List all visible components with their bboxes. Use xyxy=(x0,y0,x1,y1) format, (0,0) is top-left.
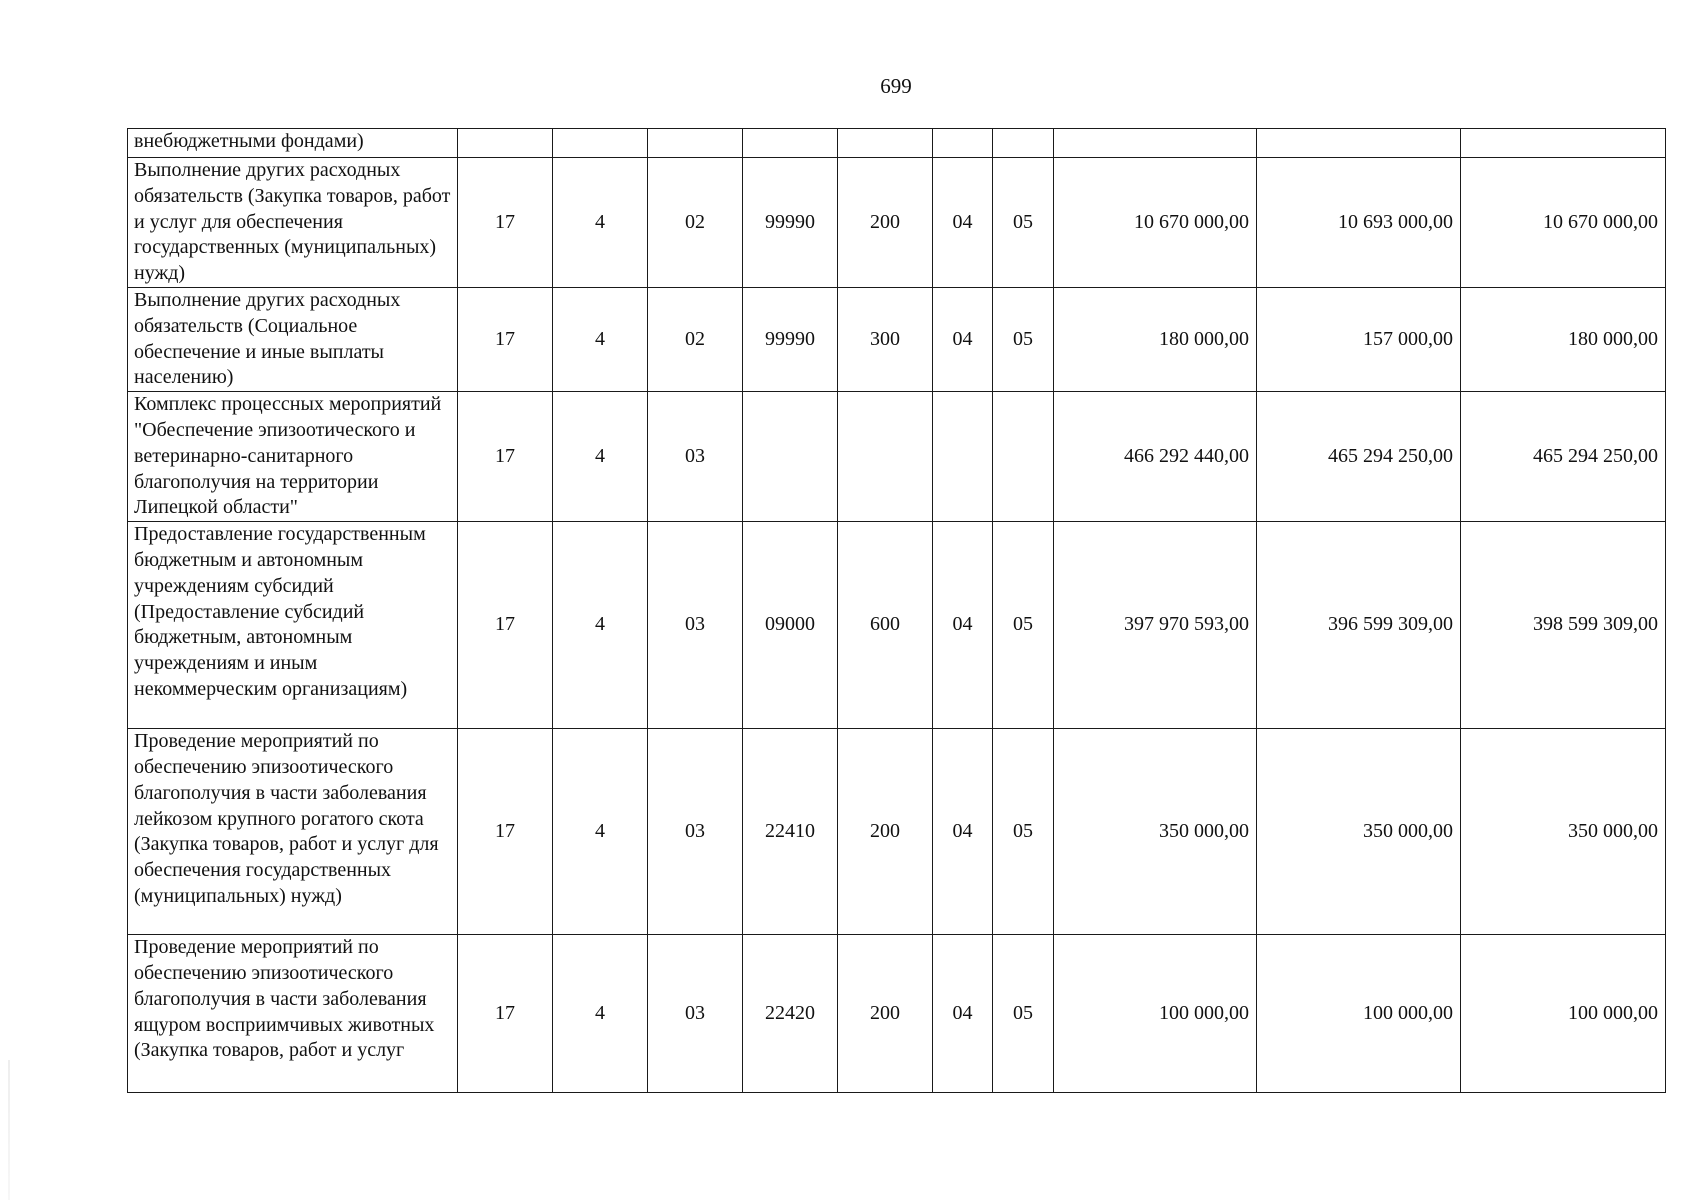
code-cell: 200 xyxy=(838,729,933,935)
code-cell: 99990 xyxy=(743,287,838,391)
code-cell: 4 xyxy=(553,935,648,1093)
amount-cell: 350 000,00 xyxy=(1054,729,1257,935)
code-cell: 17 xyxy=(458,158,553,288)
row-description: Проведение мероприятий по обеспечению эпизоотического благополучия в части заболевания ящуром восприимчивых животных (Закупка товаров, работ и услуг xyxy=(128,935,458,1093)
amount-cell: 350 000,00 xyxy=(1461,729,1666,935)
amount-cell xyxy=(1257,129,1461,158)
code-cell: 4 xyxy=(553,729,648,935)
amount-cell: 100 000,00 xyxy=(1257,935,1461,1093)
code-cell: 99990 xyxy=(743,158,838,288)
code-cell: 17 xyxy=(458,287,553,391)
amount-cell: 398 599 309,00 xyxy=(1461,522,1666,729)
code-cell: 17 xyxy=(458,392,553,522)
code-cell: 17 xyxy=(458,729,553,935)
code-cell: 09000 xyxy=(743,522,838,729)
code-cell: 4 xyxy=(553,392,648,522)
amount-cell: 100 000,00 xyxy=(1461,935,1666,1093)
amount-cell: 180 000,00 xyxy=(1461,287,1666,391)
row-description: Выполнение других расходных обязательств (Закупка товаров, работ и услуг для обеспечения государственных (муниципальных) нужд) xyxy=(128,158,458,288)
code-cell: 05 xyxy=(993,729,1054,935)
code-cell xyxy=(743,392,838,522)
code-cell xyxy=(993,129,1054,158)
amount-cell: 100 000,00 xyxy=(1054,935,1257,1093)
code-cell: 04 xyxy=(933,287,993,391)
code-cell xyxy=(743,129,838,158)
code-cell: 03 xyxy=(648,935,743,1093)
row-description: Комплекс процессных мероприятий "Обеспечение эпизоотического и ветеринарно-санитарного благополучия на территории Липецкой области" xyxy=(128,392,458,522)
row-description: Выполнение других расходных обязательств (Социальное обеспечение и иные выплаты населению) xyxy=(128,287,458,391)
page-number: 699 xyxy=(880,74,912,98)
table-row xyxy=(128,729,1666,935)
code-cell: 17 xyxy=(458,935,553,1093)
code-cell: 04 xyxy=(933,158,993,288)
row-description: Проведение мероприятий по обеспечению эпизоотического благополучия в части заболевания лейкозом крупного рогатого скота (Закупка товаров, работ и услуг для обеспечения государственных (муниципальных) нужд) xyxy=(128,729,458,935)
code-cell: 300 xyxy=(838,287,933,391)
amount-cell: 465 294 250,00 xyxy=(1257,392,1461,522)
code-cell: 4 xyxy=(553,522,648,729)
amount-cell xyxy=(1461,129,1666,158)
code-cell xyxy=(553,129,648,158)
table-row xyxy=(128,158,1666,288)
code-cell: 4 xyxy=(553,158,648,288)
code-cell xyxy=(993,392,1054,522)
code-cell: 05 xyxy=(993,935,1054,1093)
table-row xyxy=(128,522,1666,729)
code-cell: 04 xyxy=(933,729,993,935)
table-row xyxy=(128,935,1666,1093)
amount-cell: 180 000,00 xyxy=(1054,287,1257,391)
code-cell: 22410 xyxy=(743,729,838,935)
code-cell: 02 xyxy=(648,158,743,288)
amount-cell: 350 000,00 xyxy=(1257,729,1461,935)
code-cell: 600 xyxy=(838,522,933,729)
row-description: внебюджетными фондами) xyxy=(128,129,458,158)
code-cell: 04 xyxy=(933,522,993,729)
amount-cell xyxy=(1054,129,1257,158)
code-cell xyxy=(933,129,993,158)
code-cell: 05 xyxy=(993,287,1054,391)
code-cell: 22420 xyxy=(743,935,838,1093)
table-row xyxy=(128,129,1666,158)
code-cell: 05 xyxy=(993,522,1054,729)
code-cell: 05 xyxy=(993,158,1054,288)
code-cell: 4 xyxy=(553,287,648,391)
code-cell xyxy=(838,392,933,522)
amount-cell: 396 599 309,00 xyxy=(1257,522,1461,729)
code-cell: 03 xyxy=(648,729,743,935)
scan-edge-mark xyxy=(8,1060,10,1200)
code-cell: 17 xyxy=(458,522,553,729)
amount-cell: 465 294 250,00 xyxy=(1461,392,1666,522)
table-row xyxy=(128,287,1666,391)
code-cell: 200 xyxy=(838,935,933,1093)
code-cell: 02 xyxy=(648,287,743,391)
code-cell xyxy=(838,129,933,158)
code-cell: 04 xyxy=(933,935,993,1093)
code-cell xyxy=(648,129,743,158)
code-cell xyxy=(458,129,553,158)
amount-cell: 397 970 593,00 xyxy=(1054,522,1257,729)
amount-cell: 466 292 440,00 xyxy=(1054,392,1257,522)
code-cell: 03 xyxy=(648,392,743,522)
code-cell: 200 xyxy=(838,158,933,288)
code-cell xyxy=(933,392,993,522)
table-row xyxy=(128,392,1666,522)
budget-table xyxy=(127,128,1666,1093)
amount-cell: 10 693 000,00 xyxy=(1257,158,1461,288)
row-description: Предоставление государственным бюджетным и автономным учреждениям субсидий (Предоставление субсидий бюджетным, автономным учреждениям и иным некоммерческим организациям) xyxy=(128,522,458,729)
amount-cell: 157 000,00 xyxy=(1257,287,1461,391)
code-cell: 03 xyxy=(648,522,743,729)
amount-cell: 10 670 000,00 xyxy=(1461,158,1666,288)
amount-cell: 10 670 000,00 xyxy=(1054,158,1257,288)
